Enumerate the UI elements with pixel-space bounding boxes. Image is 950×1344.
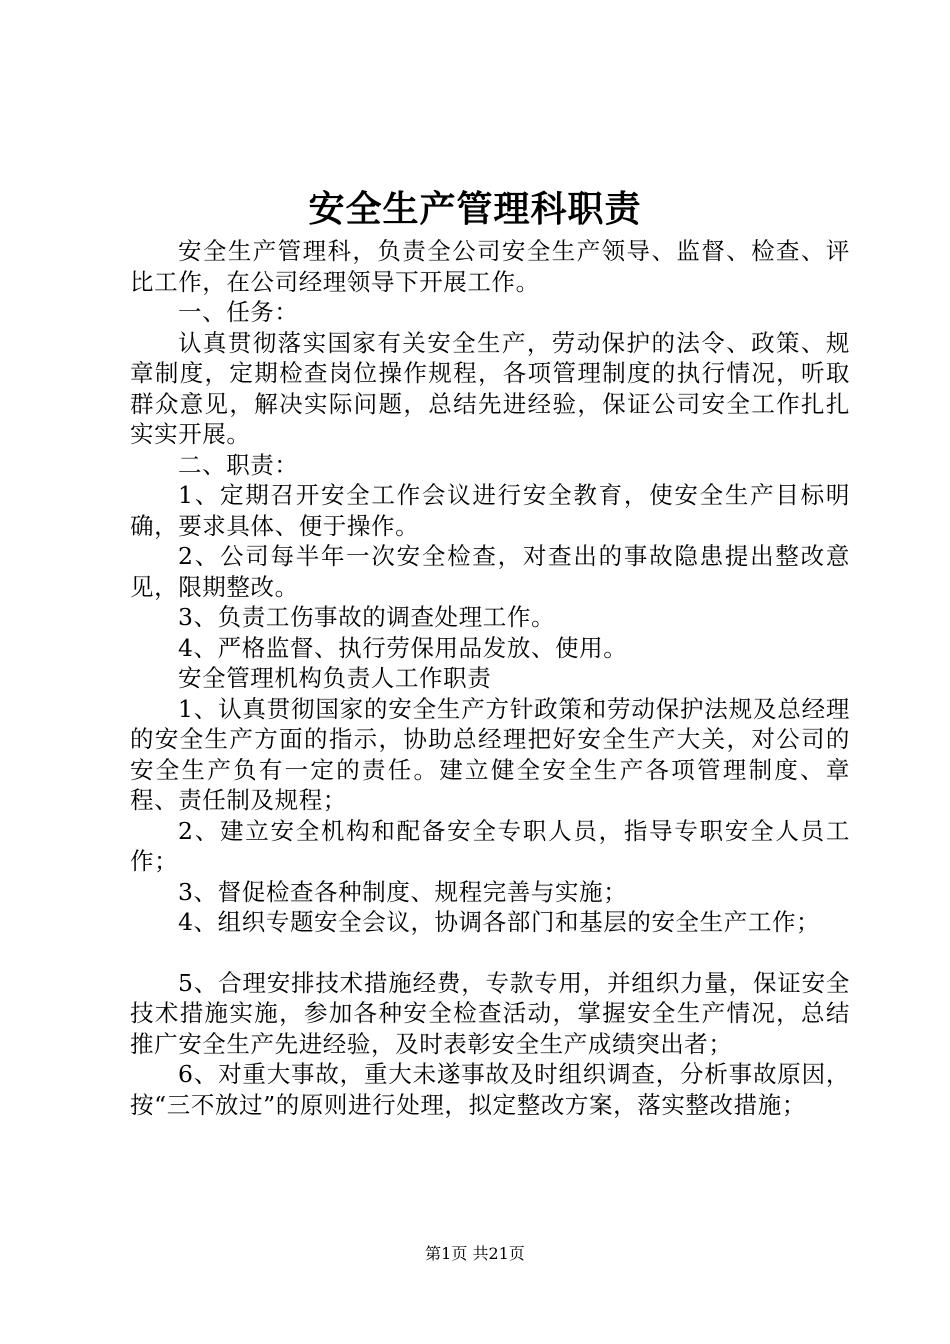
duty-item-4: 4、严格监督、执行劳保用品发放、使用。 bbox=[178, 633, 628, 662]
duty-item-2: 2、公司每半年一次安全检查，对查出的事故隐患提出整改意见，限期整改。 bbox=[130, 542, 850, 601]
paragraph-tasks: 认真贯彻落实国家有关安全生产，劳动保护的法令、政策、规章制度，定期检查岗位操作规程，各项管理制度的执行情况，听取群众意见，解决实际问题，总结先进经验，保证公司安全工作扎扎实实开展。 bbox=[130, 328, 850, 448]
duty-item-1: 1、定期召开安全工作会议进行安全教育，使安全生产目标明确，要求具体、便于操作。 bbox=[130, 481, 850, 540]
head-duty-item-4: 4、组织专题安全会议，协调各部门和基层的安全生产工作； bbox=[178, 908, 821, 936]
document-body bbox=[130, 236, 850, 1120]
head-duty-item-3: 3、督促检查各种制度、规程完善与实施； bbox=[178, 877, 628, 906]
page-number-footer: 第1页 共21页 bbox=[425, 1244, 525, 1263]
document-title: 安全生产管理科职责 bbox=[308, 188, 642, 230]
heading-duties: 二、职责： bbox=[178, 450, 299, 479]
heading-head-duties: 安全管理机构负责人工作职责 bbox=[178, 664, 492, 692]
duty-item-3: 3、负责工伤事故的调查处理工作。 bbox=[178, 603, 556, 631]
heading-tasks: 一、任务： bbox=[178, 298, 299, 326]
head-duty-item-1: 1、认真贯彻国家的安全生产方针政策和劳动保护法规及总经理的安全生产方面的指示，协助总经理把好安全生产大关，对公司的安全生产负有一定的责任。建立健全安全生产各项管理制度、章程、责任制及规程； bbox=[130, 694, 850, 814]
head-duty-item-2: 2、建立安全机构和配备安全专职人员，指导专职安全人员工作； bbox=[130, 816, 850, 875]
head-duty-item-6: 6、对重大事故，重大未遂事故及时组织调查，分析事故原因，按“三不放过”的原则进行处理，拟定整改方案，落实整改措施； bbox=[130, 1060, 850, 1119]
paragraph-gap bbox=[130, 938, 850, 968]
paragraph-intro: 安全生产管理科，负责全公司安全生产领导、监督、检查、评比工作，在公司经理领导下开展工作。 bbox=[130, 237, 850, 296]
head-duty-item-5: 5、合理安排技术措施经费，专款专用，并组织力量，保证安全技术措施实施，参加各种安全检查活动，掌握安全生产情况，总结推广安全生产先进经验，及时表彰安全生产成绩突出者； bbox=[130, 968, 850, 1058]
